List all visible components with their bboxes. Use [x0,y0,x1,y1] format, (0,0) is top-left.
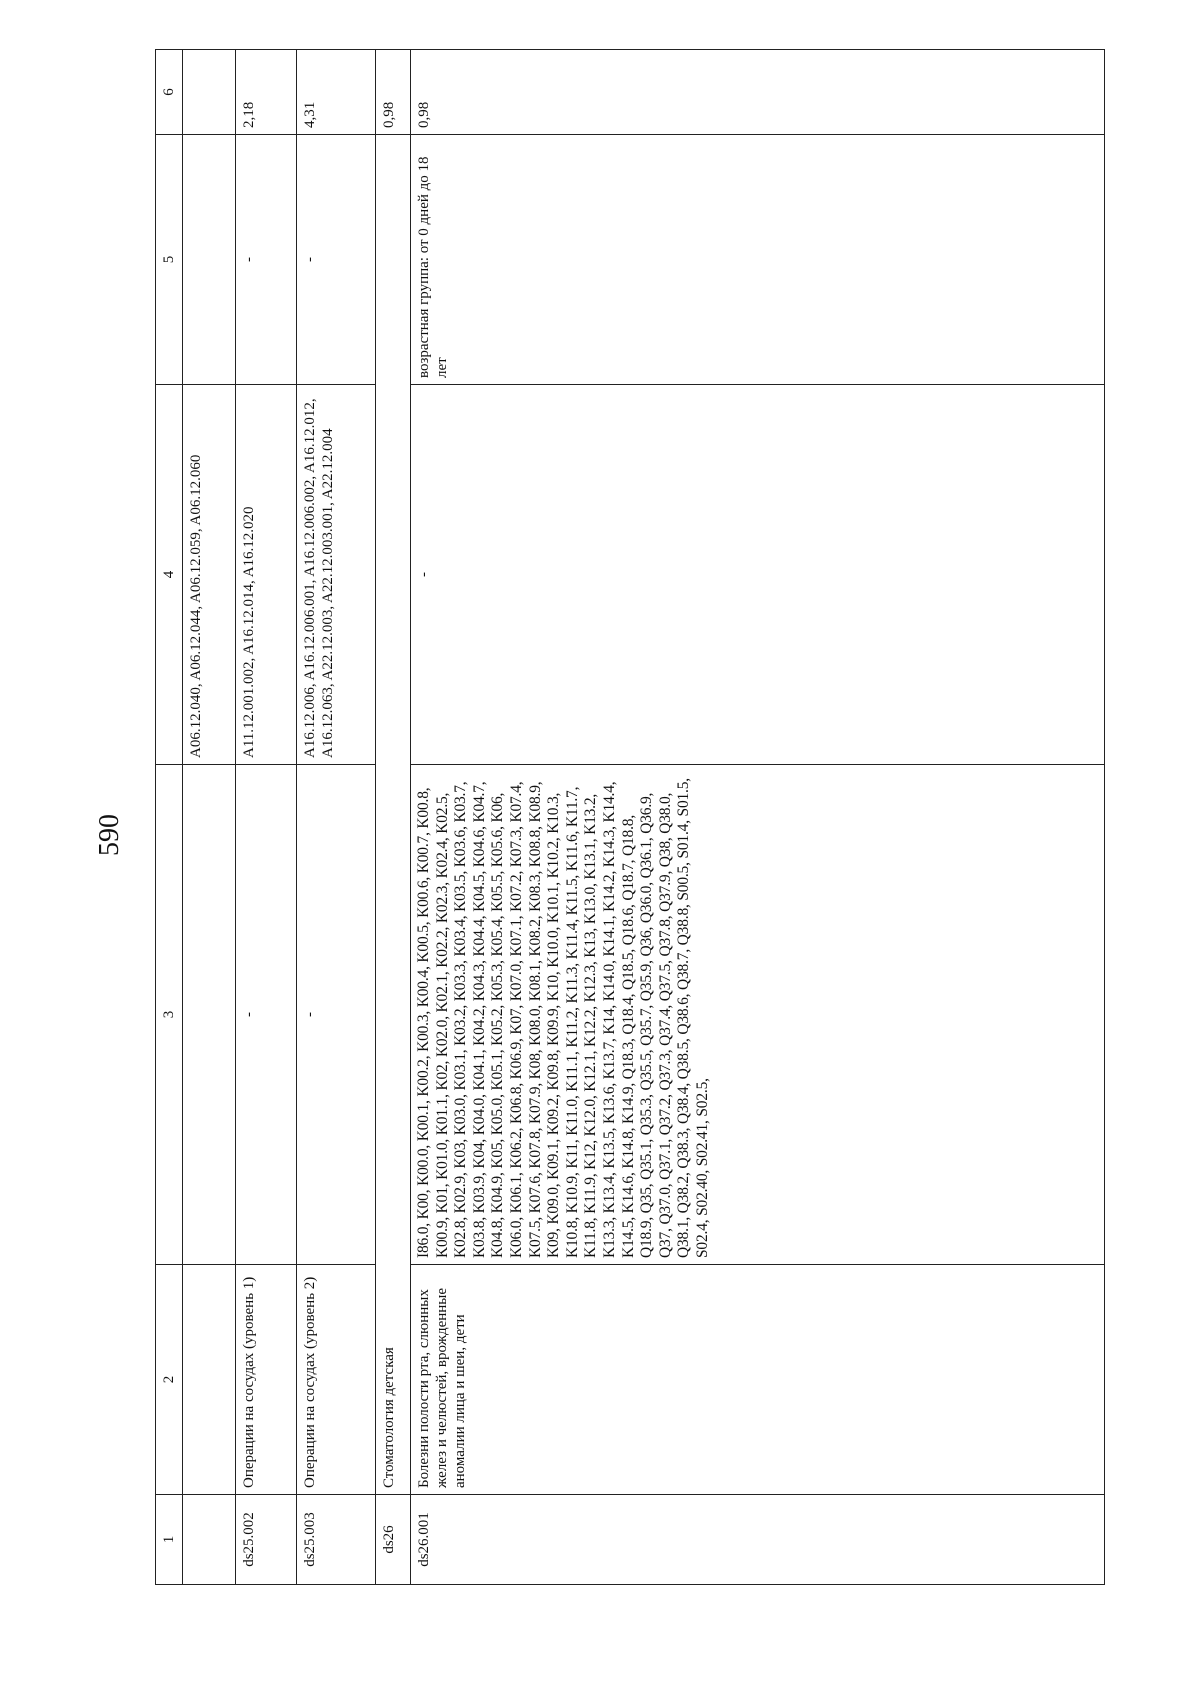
tariff-table-sheet [155,50,1105,1585]
table-row-section [376,50,411,1585]
row-coefficient: 2,18 [236,50,297,135]
row-coefficient: 0,98 [411,50,1105,135]
row-name: Операции на сосудах (уровень 1) [236,1265,297,1495]
section-code: ds26 [376,1495,411,1585]
row-code [183,1495,236,1585]
column-number-2: 2 [156,1265,183,1495]
row-diagnosis-codes: - [297,765,376,1265]
column-number-4: 4 [156,385,183,765]
ksg-table [155,49,1105,1585]
table-row [411,50,1105,1585]
row-coefficient [183,50,236,135]
row-diagnosis-codes: - [236,765,297,1265]
row-name [183,1265,236,1495]
row-service-codes: A06.12.040, A06.12.044, A06.12.059, A06.12.060 [183,385,236,765]
row-code: ds26.001 [411,1495,1105,1585]
row-service-codes: - [411,385,1105,765]
row-name: Болезни полости рта, слюнных желез и челюстей, врожденные аномалии лица и шеи, дети [411,1265,1105,1495]
column-number-5: 5 [156,135,183,385]
row-service-codes: A11.12.001.002, A16.12.014, A16.12.020 [236,385,297,765]
row-service-codes: A16.12.006, A16.12.006.001, A16.12.006.002, A16.12.012, A16.12.063, A22.12.003, A22.12.003.001, A22.12.004 [297,385,376,765]
row-coefficient: 4,31 [297,50,376,135]
row-extra-criteria [183,135,236,385]
row-diagnosis-codes [183,765,236,1265]
table-header-row [156,50,183,1585]
section-name: Стоматология детская [376,135,411,1495]
table-row [183,50,236,1585]
row-code: ds25.002 [236,1495,297,1585]
row-diagnosis-codes: I86.0, K00, K00.0, K00.1, K00.2, K00.3, K00.4, K00.5, K00.6, K00.7, K00.8, K00.9, K01, K01.0, K01.1, K02, K02.0, K02.1, K02.2, K02.3, K02.4, K02.5, K02.8, K02.9, K03, K03.0, K03.1, K03.2, K03.3, K03.4, K03.5, K03.6, K03.7, K03.8, K03.9, K04, K04.0, K04.1, K04.2, K04.3, K04.4, K04.5, K04.6, K04.7, K04.8, K04.9, K05, K05.0, K05.1, K05.2, K05.3, K05.4, K05.5, K05.6, K06, K06.0, K06.1, K06.2, K06.8, K06.9, K07, K07.0, K07.1, K07.2, K07.3, K07.4, K07.5, K07.6, K07.8, K07.9, K08, K08.0, K08.1, K08.2, K08.3, K08.8, K08.9, K09, K09.0, K09.1, K09.2, K09.8, K09.9, K10, K10.0, K10.1, K10.2, K10.3, K10.8, K10.9, K11, K11.0, K11.1, K11.2, K11.3, K11.4, K11.5, K11.6, K11.7, K11.8, K11.9, K12, K12.0, K12.1, K12.2, K12.3, K13, K13.0, K13.1, K13.2, K13.3, K13.4, K13.5, K13.6, K13.7, K14, K14.0, K14.1, K14.2, K14.3, K14.4, K14.5, K14.6, K14.8, K14.9, Q18.3, Q18.4, Q18.5, Q18.6, Q18.7, Q18.8, Q18.9, Q35, Q35.1, Q35.3, Q35.5, Q35.7, Q35.9, Q36, Q36.0, Q36.1, Q36.9, Q37, Q37.0, Q37.1, Q37.2, Q37.3, Q37.4, Q37.5, Q37.8, Q37.9, Q38, Q38.0, Q38.1, Q38.2, Q38.3, Q38.4, Q38.5, Q38.6, Q38.7, Q38.8, S00.5, S01.4, S01.5, S02.4, S02.40, S02.41, S02.5, [411,765,1105,1265]
row-code: ds25.003 [297,1495,376,1585]
section-coefficient: 0,98 [376,50,411,135]
page-number: 590 [94,814,125,856]
row-extra-criteria: - [236,135,297,385]
row-name: Операции на сосудах (уровень 2) [297,1265,376,1495]
table-row [297,50,376,1585]
table-row [236,50,297,1585]
column-number-6: 6 [156,50,183,135]
row-extra-criteria: - [297,135,376,385]
column-number-1: 1 [156,1495,183,1585]
column-number-3: 3 [156,765,183,1265]
row-extra-criteria: возрастная группа: от 0 дней до 18 лет [411,135,1105,385]
